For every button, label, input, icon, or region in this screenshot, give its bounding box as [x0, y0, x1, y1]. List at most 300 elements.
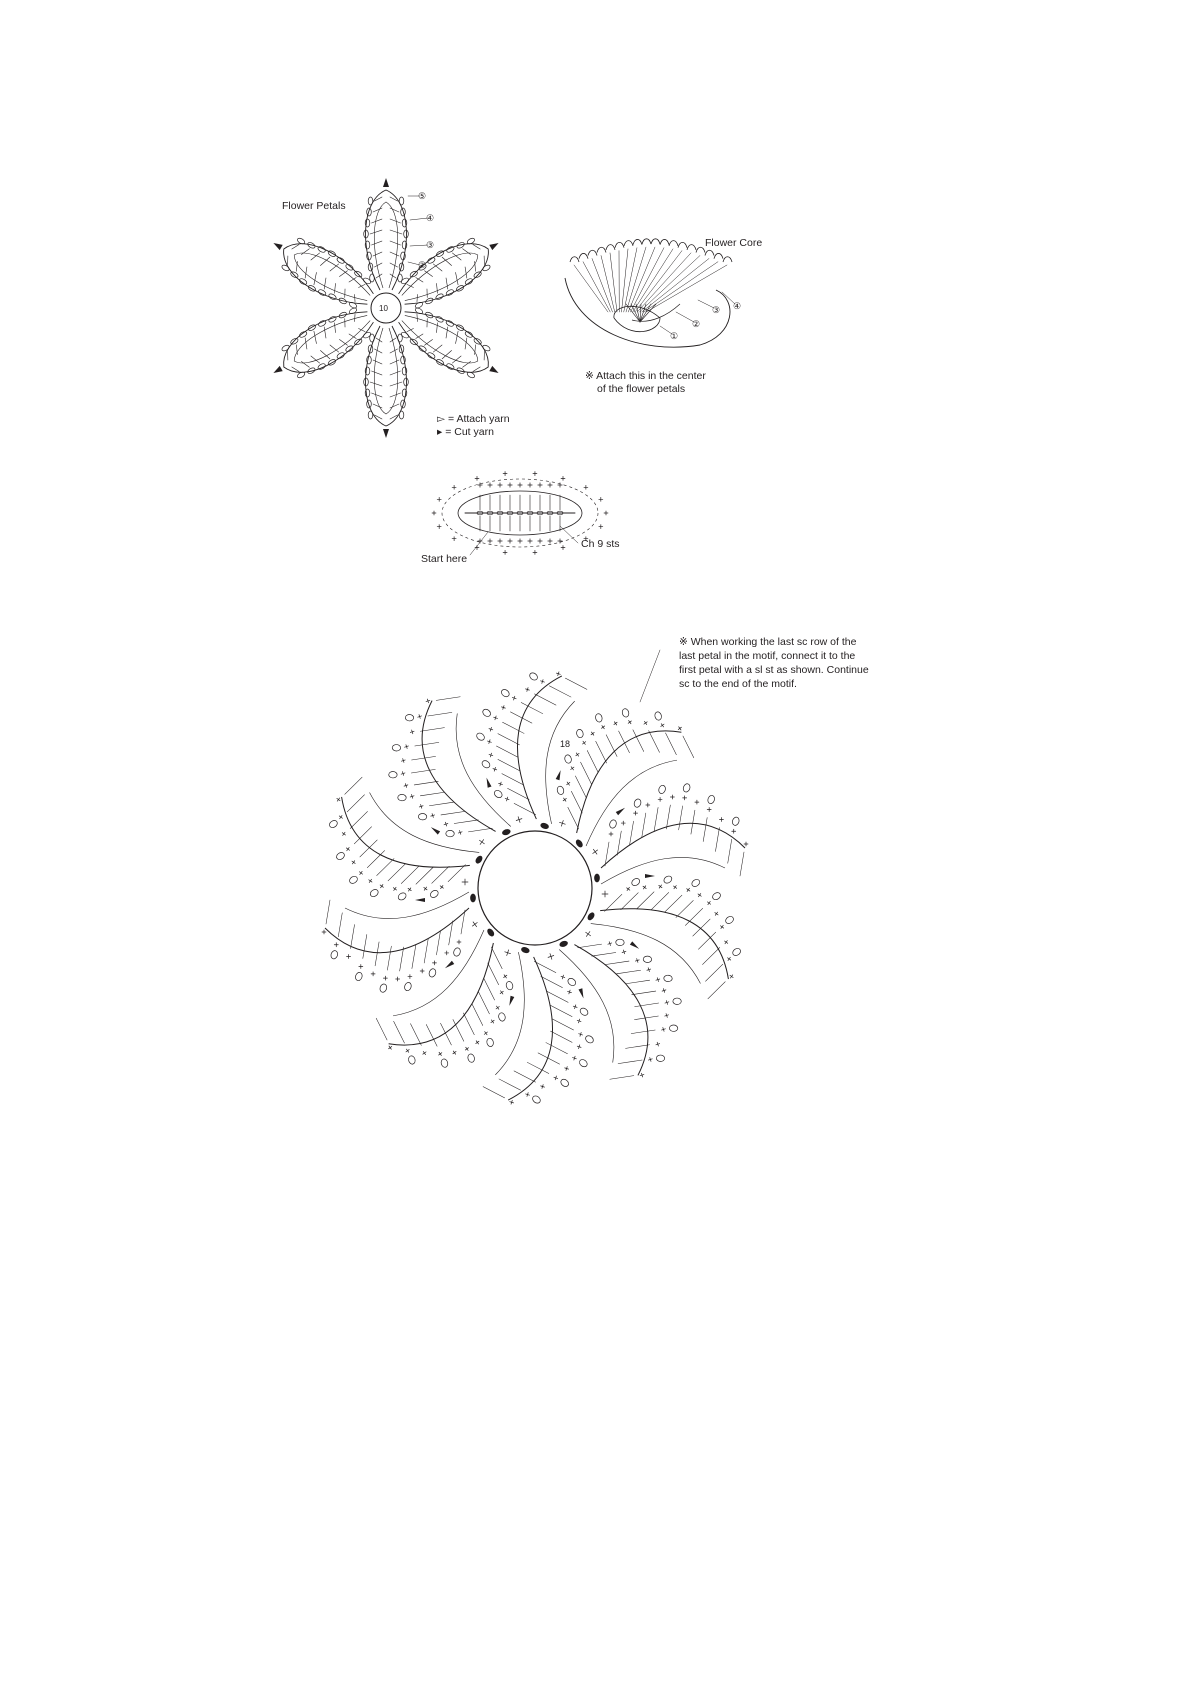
- picot: [440, 1058, 448, 1068]
- cross-bar: [591, 732, 593, 735]
- tr-stitch: [485, 963, 502, 985]
- sc-stitch: [683, 796, 687, 800]
- sc-stitch: [607, 941, 612, 946]
- motif-note-line-3: first petal with a sl st as shown. Continue: [679, 664, 869, 676]
- picot: [379, 983, 388, 993]
- motif-petal: [578, 838, 769, 1021]
- dc-stitch: [372, 393, 383, 397]
- picot: [418, 813, 427, 820]
- tr-stitch: [412, 945, 416, 969]
- sc-stitch: [643, 720, 649, 726]
- picot: [453, 947, 462, 957]
- petal-swoop: [574, 931, 661, 1082]
- chain-stitch: [307, 324, 316, 332]
- dc-stitch: [390, 349, 398, 353]
- picot: [348, 875, 359, 885]
- tr-stitch: [610, 1072, 634, 1083]
- petal: [390, 224, 509, 319]
- picot: [528, 671, 539, 681]
- chain-stitch: [455, 324, 464, 332]
- sc-stitch: [405, 1048, 411, 1054]
- sc-stitch: [723, 939, 729, 945]
- dc-stitch: [433, 262, 442, 273]
- picot: [398, 794, 407, 801]
- picot: [500, 688, 511, 698]
- tr-stitch: [475, 992, 492, 1014]
- dc-stitch: [375, 263, 383, 267]
- motif-note-line-1: ※ When working the last sc row of the: [679, 636, 857, 648]
- chain-leader: [560, 526, 578, 543]
- picot: [354, 971, 363, 981]
- tr-stitch: [578, 940, 602, 951]
- cross-bar: [504, 975, 506, 978]
- tr-stitch: [436, 931, 440, 955]
- flower-petals-title: Flower Petals: [282, 200, 346, 212]
- sc-stitch: [383, 976, 387, 980]
- dc-stitch: [390, 263, 398, 267]
- cross-bar: [571, 767, 573, 770]
- legend-attach-yarn: ▻ = Attach yarn: [437, 413, 510, 425]
- chain-stitch: [435, 250, 444, 258]
- scallop: [597, 247, 606, 252]
- cut-yarn-marker: [489, 240, 500, 250]
- direction-arrow: [415, 898, 425, 902]
- sc-stitch: [567, 989, 572, 994]
- scallop: [660, 239, 669, 244]
- direction-arrow: [630, 941, 640, 950]
- motif-note-line-2: last petal in the motif, connect it to the: [679, 650, 856, 662]
- cross-bar: [485, 1032, 487, 1035]
- sc-stitch: [559, 819, 567, 827]
- sc-stitch: [503, 472, 507, 476]
- scallop: [642, 239, 651, 244]
- tr-stitch: [601, 256, 615, 312]
- tr-stitch: [498, 1079, 522, 1090]
- cross-bar: [406, 1049, 408, 1052]
- tr-stitch: [482, 1087, 506, 1098]
- cross-bar: [643, 886, 645, 889]
- petal-inner-line: [345, 892, 469, 919]
- chain-stitch: [471, 894, 476, 902]
- sc-stitch: [561, 476, 565, 480]
- dc-stitch: [373, 208, 382, 212]
- cross-bar: [679, 727, 681, 730]
- tr-stitch: [429, 798, 453, 809]
- picot: [643, 956, 652, 963]
- sc-stitch: [677, 726, 683, 732]
- dc-stitch: [341, 319, 348, 327]
- sc-stitch: [338, 814, 344, 820]
- petal-swoop: [489, 957, 576, 1108]
- picot: [556, 785, 564, 795]
- picot: [584, 1034, 595, 1044]
- chain-stitch: [318, 289, 327, 297]
- picot: [405, 714, 414, 721]
- sc-stitch: [558, 539, 562, 543]
- cross-bar: [627, 887, 629, 890]
- chain-stitch: [299, 278, 308, 286]
- picot: [609, 819, 618, 829]
- sc-stitch: [672, 884, 678, 890]
- picot: [486, 1038, 494, 1048]
- sc-stitch: [533, 472, 537, 476]
- cross-bar: [659, 885, 661, 888]
- dc-stitch: [372, 219, 383, 223]
- sc-stitch: [443, 822, 448, 827]
- picot: [663, 875, 674, 885]
- picot: [408, 1055, 416, 1065]
- sc-stitch: [483, 1030, 489, 1036]
- chain-stitch: [348, 307, 357, 315]
- core-note-line-2: of the flower petals: [597, 383, 686, 395]
- chain-stitch: [521, 946, 530, 953]
- dc-stitch: [424, 289, 431, 297]
- petal-inner-line: [526, 698, 590, 824]
- petal-inner-line: [559, 941, 623, 1067]
- dc-stitch: [416, 276, 423, 284]
- tr-stitch: [654, 807, 658, 831]
- sc-stitch: [347, 955, 351, 959]
- chain-stitch: [398, 334, 403, 342]
- picot: [481, 759, 492, 769]
- cross-bar: [394, 887, 396, 890]
- tr-stitch: [630, 821, 634, 845]
- cross-bar: [586, 932, 590, 937]
- tr-stitch: [577, 762, 594, 784]
- picot: [731, 816, 740, 826]
- chain-stitch: [327, 358, 336, 366]
- sc-stitch: [658, 884, 664, 890]
- cross-bar: [439, 1052, 441, 1055]
- picot: [481, 708, 492, 718]
- tr-stitch: [705, 962, 722, 984]
- petal-inner: [374, 328, 397, 414]
- sc-stitch: [584, 930, 592, 938]
- motif-petal: [301, 756, 492, 939]
- tr-stitch: [497, 759, 521, 770]
- sc-stitch: [439, 884, 445, 890]
- sc-stitch: [533, 550, 537, 554]
- tr-stitch: [642, 813, 646, 837]
- sc-stitch: [509, 1100, 514, 1105]
- cross-bar: [576, 753, 578, 756]
- tr-stitch: [520, 702, 544, 713]
- tr-stitch: [626, 1041, 650, 1052]
- motif-number: 18: [560, 739, 571, 749]
- sc-stitch: [508, 539, 512, 543]
- tr-stitch: [428, 709, 452, 720]
- sc-stitch: [422, 1050, 428, 1056]
- sc-stitch: [572, 1056, 577, 1061]
- sc-stitch: [655, 1042, 660, 1047]
- dc-stitch: [301, 247, 309, 257]
- tr-stitch: [605, 892, 622, 914]
- dc-stitch: [340, 337, 348, 347]
- sc-stitch: [634, 811, 638, 815]
- chain-stitch: [328, 293, 337, 301]
- picot: [616, 939, 625, 946]
- cross-bar: [593, 849, 597, 854]
- sc-stitch: [697, 892, 703, 898]
- chain-stitch: [587, 912, 596, 921]
- sc-stitch: [499, 990, 505, 996]
- chain-stitch: [368, 197, 373, 205]
- picot: [505, 981, 513, 991]
- cut-yarn-marker: [272, 366, 283, 376]
- motif-petal: [461, 942, 617, 1123]
- picot: [446, 830, 455, 837]
- tr-stitch: [610, 253, 617, 312]
- tr-stitch: [685, 906, 702, 928]
- chain-stitch: [399, 411, 404, 419]
- chain-stitch: [446, 363, 455, 371]
- dc-stitch: [330, 343, 339, 354]
- sc-stitch: [621, 821, 625, 825]
- scallop: [651, 239, 660, 244]
- cross-bar: [352, 861, 354, 864]
- motif-petal: [322, 879, 476, 993]
- sc-stitch: [445, 951, 449, 955]
- cross-bar: [674, 886, 676, 889]
- sc-stitch: [627, 719, 633, 725]
- sc-stitch: [419, 804, 424, 809]
- petal-round-4: ④: [426, 213, 435, 223]
- tr-stitch: [592, 949, 616, 960]
- tr-stitch: [415, 739, 439, 750]
- cross-bar: [337, 798, 339, 801]
- sc-stitch: [488, 727, 493, 732]
- dc-stitch: [293, 345, 301, 355]
- chain-stitch: [475, 855, 484, 864]
- core-round-2: ②: [692, 319, 701, 329]
- cut-yarn-marker: [489, 366, 500, 376]
- chain-stitch: [281, 344, 290, 352]
- chain-stitch: [345, 263, 354, 271]
- sc-stitch: [640, 1073, 645, 1078]
- sc-stitch: [540, 679, 545, 684]
- chain-stitch: [455, 284, 464, 292]
- sc-stitch: [410, 729, 415, 734]
- tr-stitch: [375, 942, 379, 966]
- sc-stitch: [403, 783, 408, 788]
- dc-stitch: [424, 319, 431, 327]
- picot: [389, 771, 398, 778]
- dc-stitch: [372, 371, 383, 375]
- note-leader: [640, 650, 660, 702]
- chain-stitch: [502, 829, 511, 836]
- cut-yarn-marker: [272, 240, 283, 250]
- direction-arrow: [430, 826, 440, 835]
- picot: [576, 729, 584, 739]
- tr-stitch: [630, 730, 647, 752]
- sc-stitch: [625, 886, 631, 892]
- chain-stitch: [328, 315, 337, 323]
- sc-stitch: [498, 539, 502, 543]
- tr-stitch: [363, 934, 367, 958]
- cut-yarn-marker: [383, 429, 389, 438]
- dc-stitch: [390, 371, 401, 375]
- dc-stitch: [416, 332, 423, 340]
- sc-stitch: [732, 829, 736, 833]
- sc-stitch: [670, 795, 674, 799]
- picot: [633, 798, 642, 808]
- dc-stitch: [390, 252, 399, 256]
- core-round-4: ④: [733, 301, 742, 311]
- cross-bar: [730, 975, 732, 978]
- cross-bar: [423, 1051, 425, 1054]
- chain-stitch: [418, 345, 427, 353]
- sc-stitch: [518, 483, 522, 487]
- tr-stitch: [501, 722, 525, 733]
- sc-stitch: [744, 842, 748, 846]
- tr-stitch: [401, 864, 418, 886]
- sc-stitch: [622, 949, 627, 954]
- direction-arrow: [485, 777, 492, 788]
- motif-group: [301, 650, 769, 1123]
- chain-stitch: [595, 874, 600, 882]
- sc-stitch: [512, 696, 517, 701]
- petal-round-2: ②: [418, 260, 427, 270]
- sc-stitch: [726, 956, 732, 962]
- dc-stitch: [341, 289, 348, 297]
- tr-stitch: [662, 733, 679, 755]
- chain-stitch: [336, 256, 345, 264]
- dc-stitch: [330, 262, 339, 273]
- dc-stitch: [390, 404, 399, 408]
- tr-stitch: [583, 262, 610, 312]
- cross-bar: [343, 832, 345, 835]
- cross-bar: [476, 1041, 478, 1044]
- sc-stitch: [609, 832, 613, 836]
- scallop: [579, 253, 588, 258]
- petal-inner-line: [591, 902, 707, 996]
- tr-stitch: [548, 686, 572, 697]
- chain-stitch: [464, 278, 473, 286]
- sc-stitch: [578, 1032, 583, 1037]
- chain-stitch: [482, 344, 491, 352]
- chain-stitch: [327, 250, 336, 258]
- sc-stitch: [581, 740, 587, 746]
- tr-stitch: [626, 976, 650, 987]
- core-round-1: ①: [670, 331, 679, 341]
- chain-stitch: [486, 928, 495, 937]
- sc-stitch: [417, 714, 422, 719]
- dc-stitch: [433, 343, 442, 354]
- scallop: [705, 250, 714, 255]
- sc-stitch: [600, 724, 606, 730]
- sc-stitch: [635, 958, 640, 963]
- chain-stitch: [559, 940, 568, 947]
- chain-stitch: [482, 264, 491, 272]
- cross-bar: [629, 721, 631, 724]
- scallop: [714, 253, 723, 258]
- sc-stitch: [538, 539, 542, 543]
- tr-stitch: [488, 947, 505, 969]
- sc-stitch: [599, 525, 603, 529]
- tr-stitch: [584, 750, 601, 772]
- tr-stitch: [617, 966, 641, 977]
- tr-stitch: [633, 249, 673, 312]
- core-round-3: ③: [712, 305, 721, 315]
- sc-stitch: [658, 797, 662, 801]
- sc-stitch: [401, 758, 406, 763]
- sc-stitch: [660, 722, 666, 728]
- picot: [328, 819, 339, 829]
- sc-stitch: [729, 974, 735, 980]
- cross-bar: [389, 1046, 391, 1049]
- chain-stitch: [400, 277, 409, 285]
- sc-stitch: [613, 721, 619, 727]
- tr-stitch: [387, 946, 391, 970]
- core-outer-swoop: [565, 278, 730, 347]
- tr-stitch: [628, 247, 655, 312]
- tr-stitch: [407, 1024, 424, 1046]
- petal-inner-line: [363, 780, 479, 874]
- direction-arrow: [444, 961, 454, 970]
- tr-stitch: [551, 1019, 575, 1030]
- dc-stitch: [373, 252, 382, 256]
- sc-stitch: [432, 961, 436, 965]
- tr-stitch: [416, 865, 433, 887]
- cross-bar: [661, 724, 663, 727]
- sc-stitch: [525, 1092, 530, 1097]
- sc-stitch: [437, 1051, 443, 1057]
- scallop: [669, 241, 678, 246]
- sc-stitch: [358, 870, 364, 876]
- sc-stitch: [646, 967, 651, 972]
- direction-arrow: [645, 874, 655, 878]
- chain-stitch: [317, 245, 326, 253]
- motif-center-ring: [478, 831, 592, 945]
- sc-stitch: [368, 878, 374, 884]
- dc-stitch: [390, 393, 401, 397]
- sc-stitch: [452, 1050, 458, 1056]
- tr-stitch: [603, 735, 620, 757]
- chain-stitch: [445, 289, 454, 297]
- chain-stitch: [435, 293, 444, 301]
- tr-stitch: [740, 852, 744, 876]
- cross-bar: [567, 782, 569, 785]
- dc-stitch: [370, 230, 382, 234]
- scallop: [687, 245, 696, 250]
- picot: [731, 947, 742, 957]
- chain-stitch: [414, 307, 423, 315]
- petal-round-5: ⑤: [418, 191, 427, 201]
- chain-stitch: [336, 352, 345, 360]
- tr-stitch: [624, 248, 637, 312]
- sc-stitch: [503, 550, 507, 554]
- dc-stitch: [370, 382, 382, 386]
- tr-stitch: [637, 253, 691, 312]
- cross-bar: [687, 888, 689, 891]
- petal-outline: [391, 231, 498, 316]
- picot: [475, 732, 486, 742]
- chain-9-label: Ch 9 sts: [581, 538, 620, 550]
- tr-stitch: [437, 1023, 454, 1045]
- petal-inner-line: [447, 709, 511, 835]
- sc-stitch: [685, 887, 691, 893]
- picot: [467, 1053, 475, 1063]
- picot: [403, 982, 412, 992]
- petal-inner-line: [384, 930, 500, 1024]
- sc-stitch: [408, 975, 412, 979]
- core-note-line-1: ※ Attach this in the center: [585, 370, 706, 382]
- picot: [397, 891, 408, 901]
- chain-stitch: [399, 197, 404, 205]
- sc-stitch: [556, 671, 561, 676]
- sc-stitch: [695, 800, 699, 804]
- cross-bar: [408, 888, 410, 891]
